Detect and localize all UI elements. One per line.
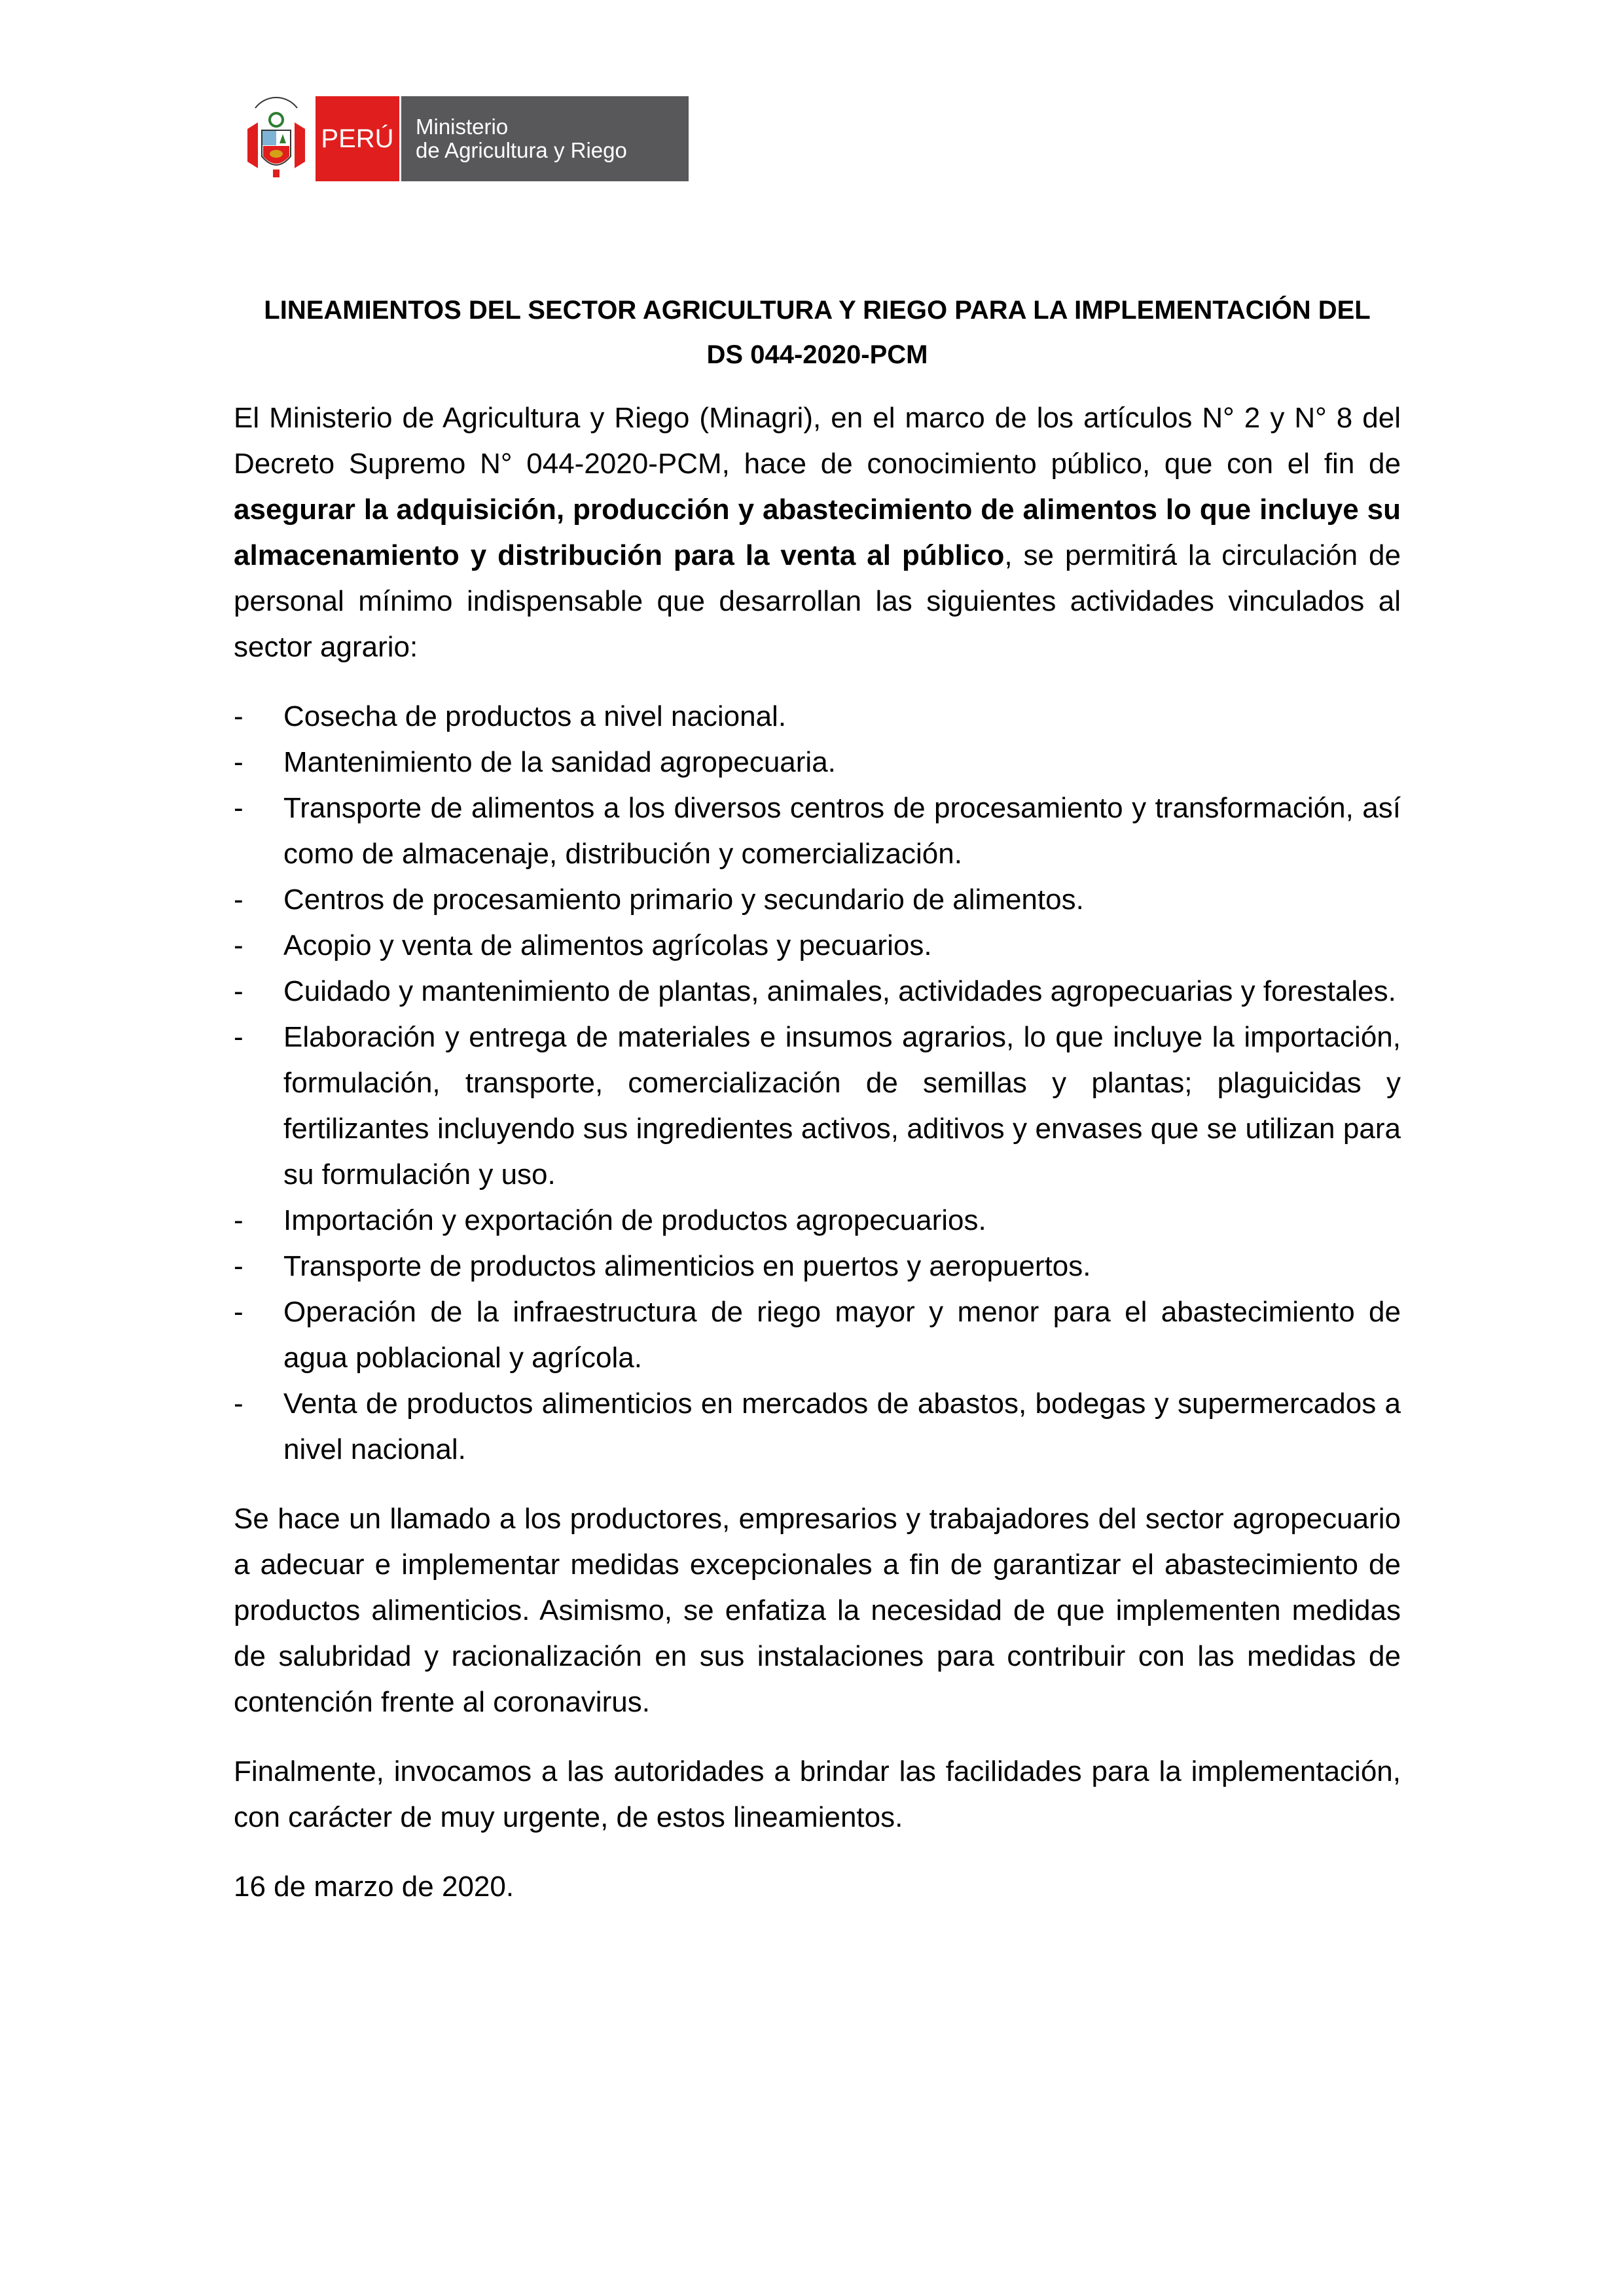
- title-line-2: DS 044-2020-PCM: [706, 340, 928, 369]
- list-item-text: Acopio y venta de alimentos agrícolas y pecuarios.: [283, 929, 932, 961]
- list-item-text: Operación de la infraestructura de riego mayor y menor para el abastecimiento de agua poblacional y agrícola.: [283, 1296, 1401, 1374]
- list-item-text: Transporte de alimentos a los diversos centros de procesamiento y transformación, así como de almacenaje, distribución y comercialización.: [283, 792, 1401, 870]
- list-item: [234, 1014, 1401, 1198]
- closing-paragraph: Finalmente, invocamos a las autoridades a brindar las facilidades para la implementación, con carácter de muy urgente, de estos lineamientos.: [234, 1755, 1401, 1833]
- list-item: [234, 1289, 1401, 1381]
- title-line-1: LINEAMIENTOS DEL SECTOR AGRICULTURA Y RIEGO PARA LA IMPLEMENTACIÓN DEL: [264, 296, 1371, 325]
- list-item: [234, 785, 1401, 877]
- bullet-dash: -: [234, 1388, 244, 1420]
- bullet-dash: -: [234, 1250, 244, 1282]
- list-item: [234, 1244, 1401, 1289]
- bullet-dash: -: [234, 1296, 244, 1328]
- list-item: [234, 740, 1401, 785]
- list-item-text: Cuidado y mantenimiento de plantas, animales, actividades agropecuarias y forestales.: [283, 975, 1396, 1007]
- list-item-text: Centros de procesamiento primario y secundario de alimentos.: [283, 884, 1084, 916]
- call-to-action-paragraph: Se hace un llamado a los productores, empresarios y trabajadores del sector agropecuario a adecuar e implementar medidas excepcionales a fin de garantizar el abastecimiento de productos alimenticios. Asimismo, se enfatiza la necesidad de que implementen medidas de salubridad y racionalización en sus instalaciones para contribuir con las medidas de contención frente al coronavirus.: [234, 1503, 1401, 1718]
- intro-bold-text: asegurar la adquisición, producción y abastecimiento de alimentos lo que incluye su almacenamiento y distribución para la venta al público: [234, 493, 1401, 571]
- intro-paragraph: [234, 395, 1401, 670]
- list-item-text: Cosecha de productos a nivel nacional.: [283, 700, 787, 732]
- bullet-dash: -: [234, 1021, 244, 1053]
- list-item-text: Importación y exportación de productos agropecuarios.: [283, 1204, 986, 1236]
- list-item-text: Elaboración y entrega de materiales e insumos agrarios, lo que incluye la importación, formulación, transporte, comercialización de semillas y plantas; plaguicidas y fertilizantes incluyendo sus ingredientes activos, aditivos y envases que se utilizan para su formulación y uso.: [283, 1021, 1401, 1191]
- list-item: [234, 694, 1401, 740]
- ministry-logo: [244, 96, 689, 181]
- bullet-dash: -: [234, 884, 244, 916]
- ministry-line-2: de Agricultura y Riego: [416, 138, 627, 162]
- ministry-line-1: Ministerio: [416, 115, 509, 139]
- list-item: [234, 1381, 1401, 1473]
- bullet-dash: -: [234, 929, 244, 961]
- bullet-dash: -: [234, 792, 244, 824]
- document-body: [234, 288, 1401, 1933]
- list-item-text: Venta de productos alimenticios en mercados de abastos, bodegas y supermercados a nivel nacional.: [283, 1388, 1401, 1465]
- activities-list: [234, 694, 1401, 1473]
- bullet-dash: -: [234, 746, 244, 778]
- peru-coat-of-arms-icon: [244, 96, 309, 181]
- bullet-dash: -: [234, 975, 244, 1007]
- ministry-name: [401, 96, 689, 181]
- bullet-dash: -: [234, 700, 244, 732]
- list-item: [234, 1198, 1401, 1244]
- document-title: [234, 288, 1401, 377]
- list-item: [234, 969, 1401, 1014]
- bullet-dash: -: [234, 1204, 244, 1236]
- list-item: [234, 877, 1401, 923]
- peru-label: PERÚ: [316, 96, 399, 181]
- list-item: [234, 923, 1401, 969]
- intro-text-2: , se permitirá la circulación de personal mínimo indispensable que desarrollan las siguientes actividades vinculados al sector agrario:: [234, 539, 1401, 663]
- list-item-text: Transporte de productos alimenticios en puertos y aeropuertos.: [283, 1250, 1091, 1282]
- list-item-text: Mantenimiento de la sanidad agropecuaria.: [283, 746, 836, 778]
- intro-text-1: El Ministerio de Agricultura y Riego (Minagri), en el marco de los artículos N° 2 y N° 8 del Decreto Supremo N° 044-2020-PCM, hace de conocimiento público, que con el fin de: [234, 402, 1401, 480]
- document-date: 16 de marzo de 2020.: [234, 1871, 514, 1903]
